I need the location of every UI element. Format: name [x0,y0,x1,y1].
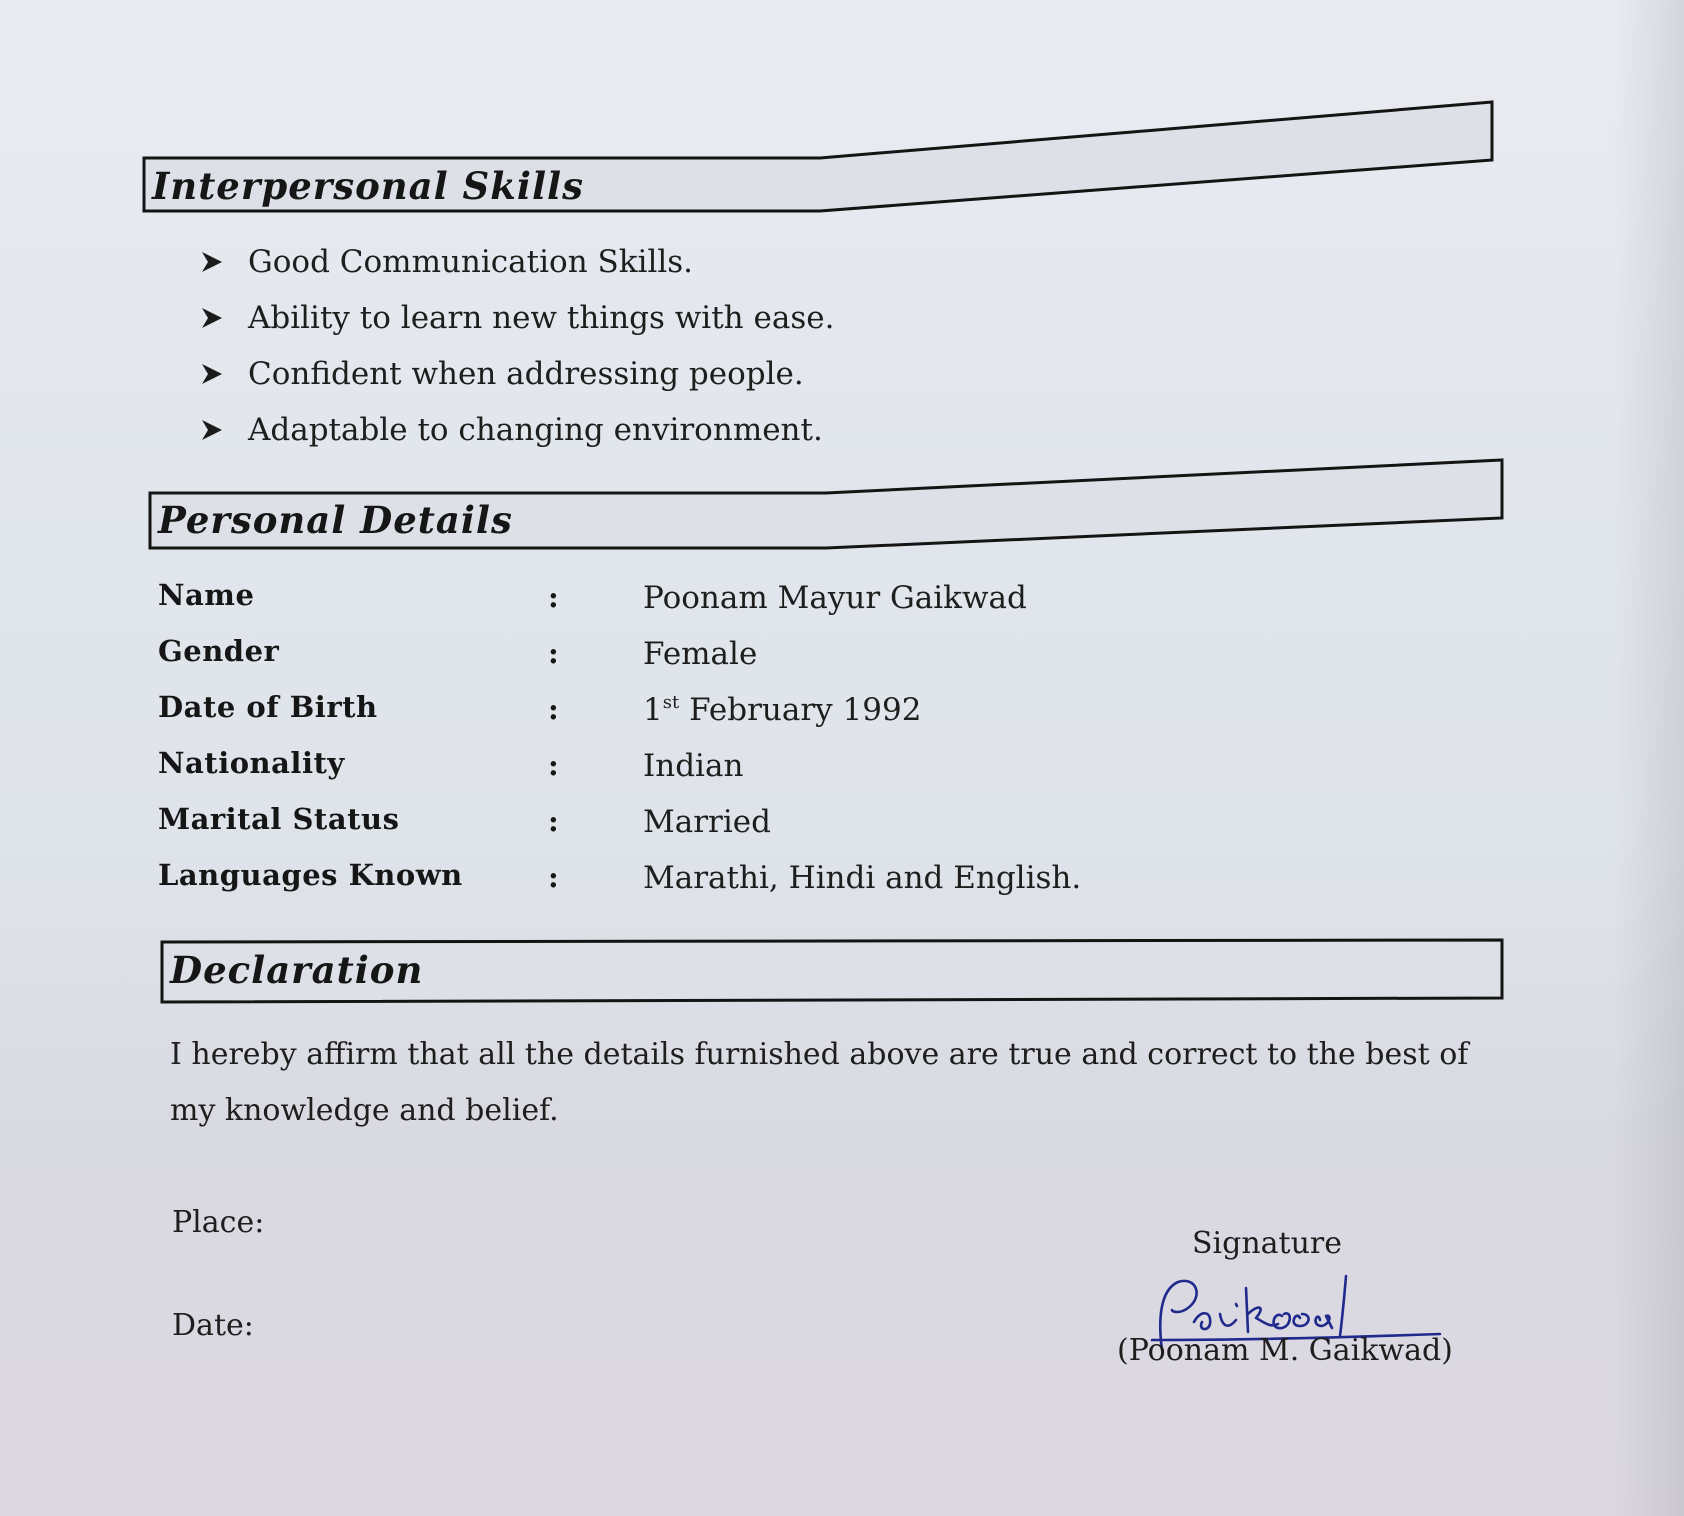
detail-label: Nationality [158,746,345,780]
detail-colon: : [548,860,559,894]
section-title: Interpersonal Skills [152,164,584,208]
detail-row-dob [158,690,1158,746]
dob-ordinal: st [662,692,680,713]
detail-row-marital [158,802,1158,858]
signature-label: Signature [1192,1226,1343,1261]
detail-row-gender [158,634,1158,690]
detail-label: Languages Known [158,858,463,892]
detail-colon: : [548,748,559,782]
personal-details-table [158,578,1158,914]
section-title: Personal Details [158,498,513,542]
detail-row-name [158,578,1158,634]
date-label: Date: [172,1308,254,1343]
detail-value: Married [643,804,771,840]
arrowhead-icon [200,362,224,386]
detail-value: Marathi, Hindi and English. [643,860,1082,896]
detail-colon: : [548,580,559,614]
detail-colon: : [548,804,559,838]
detail-label: Gender [158,634,280,668]
detail-row-languages [158,858,1158,914]
dob-rest: February 1992 [679,692,922,728]
list-item [200,296,834,352]
detail-label: Name [158,578,255,612]
skills-list [200,240,834,464]
declaration-text: I hereby affirm that all the details furnished above are true and correct to the best of my knowledge and belief. [170,1037,1469,1128]
detail-row-nationality [158,746,1158,802]
skill-text: Confident when addressing people. [248,356,804,392]
detail-value: Female [643,636,758,672]
detail-value: Indian [643,748,744,784]
place-label: Place: [172,1205,265,1240]
signatory-name: (Poonam M. Gaikwad) [1117,1333,1453,1368]
arrowhead-icon [200,418,224,442]
list-item [200,352,834,408]
arrowhead-icon [200,250,224,274]
detail-value [643,692,921,728]
skill-text: Good Communication Skills. [248,244,694,280]
detail-value: Poonam Mayur Gaikwad [643,580,1027,616]
skill-text: Ability to learn new things with ease. [248,300,835,336]
dob-day: 1 [643,692,663,728]
detail-colon: : [548,636,559,670]
section-header-declaration [158,938,1508,1008]
list-item [200,240,834,296]
detail-label: Marital Status [158,802,400,836]
detail-colon: : [548,692,559,726]
skill-text: Adaptable to changing environment. [248,412,823,448]
section-title: Declaration [170,948,424,992]
section-header-personal [146,456,1508,556]
section-header-interpersonal [140,98,1500,218]
detail-label: Date of Birth [158,690,378,724]
arrowhead-icon [200,306,224,330]
